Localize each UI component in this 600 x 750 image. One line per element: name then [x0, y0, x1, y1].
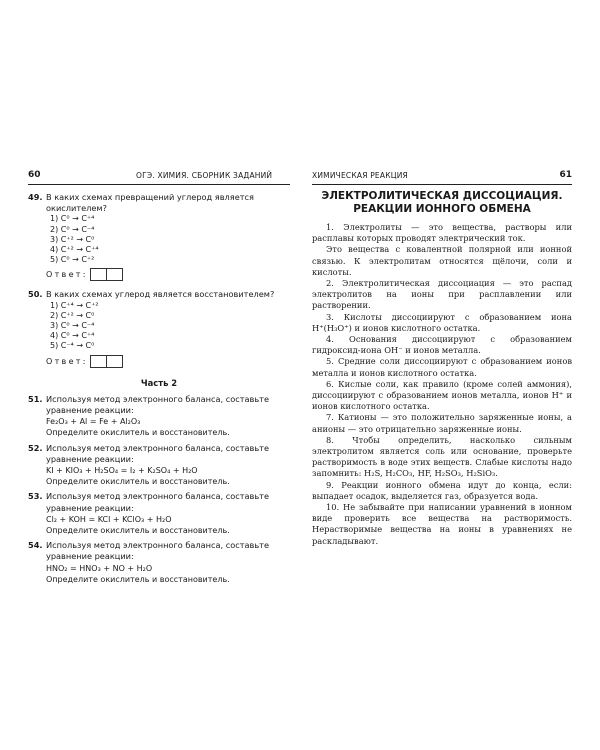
question-51: [28, 394, 290, 439]
equation: KI + KIO₃ + H₂SO₄ = I₂ + K₂SO₄ + H₂O: [46, 466, 198, 476]
option: 1) C⁺⁴ → C⁺²: [50, 300, 99, 310]
paragraph: 4. Основания диссоциируют с образованием гидроксид-иона OH⁻ и ионов металла.: [312, 334, 572, 356]
paragraph: 7. Катионы — это положительно заряженные ионы, а анионы — это отрицательно заряженные ионы.: [312, 412, 572, 434]
right-page-header: [312, 170, 572, 185]
answer-box[interactable]: [90, 355, 107, 368]
left-page-number: 60: [28, 170, 41, 180]
question-text: Используя метод электронного баланса, составьте уравнение реакции:: [46, 491, 269, 513]
paragraph: 5. Средние соли диссоциируют с образованием ионов металла и ионов кислотного остатка.: [312, 356, 572, 378]
paragraph: 2. Электролитическая диссоциация — это распад электролитов на ионы при расплавлении или растворении.: [312, 278, 572, 311]
left-page-header: [28, 170, 290, 185]
answer-box[interactable]: [106, 355, 123, 368]
option: 2) C⁺² → C⁰: [50, 310, 95, 320]
question-54: [28, 540, 290, 585]
right-page-number: 61: [559, 170, 572, 180]
question-number: 54.: [28, 540, 43, 551]
section-title-line: РЕАКЦИИ ИОННОГО ОБМЕНА: [353, 203, 531, 215]
paragraph: 3. Кислоты диссоциируют с образованием иона H⁺(H₃O⁺) и ионов кислотного остатка.: [312, 311, 572, 333]
task-text: Определите окислитель и восстановитель.: [46, 477, 230, 487]
question-text: Используя метод электронного баланса, составьте уравнение реакции:: [46, 442, 269, 464]
question-number: 51.: [28, 393, 43, 404]
question-text: В каких схемах превращений углерод является окислителем?: [46, 192, 254, 214]
paragraph: 10. Не забывайте при написании уравнений в ионном виде проверить все вещества на растворимость. Нерастворимые вещества на ионы в уравнениях не раскладывают.: [312, 502, 572, 546]
equation: Cl₂ + KOH = KCl + KClO₃ + H₂O: [46, 514, 172, 524]
paragraph: 1. Электролиты — это вещества, растворы или расплавы которых проводят электрический ток.: [312, 222, 572, 244]
option: 4) C⁰ → C⁺⁴: [50, 331, 95, 341]
option: 5) C⁻⁴ → C⁰: [50, 341, 95, 351]
option-list: [46, 301, 290, 352]
right-running-title: ХИМИЧЕСКАЯ РЕАКЦИЯ: [312, 171, 408, 180]
question-text: Используя метод электронного баланса, составьте уравнение реакции:: [46, 393, 269, 416]
left-running-title: ОГЭ. ХИМИЯ. СБОРНИК ЗАДАНИЙ: [136, 171, 273, 180]
option: 2) C⁰ → C⁻⁴: [50, 224, 95, 234]
question-52: [28, 443, 290, 488]
question-number: 52.: [28, 442, 43, 453]
option: 3) C⁺² → C⁰: [50, 234, 95, 244]
answer-row: [46, 355, 290, 368]
paragraph: 6. Кислые соли, как правило (кроме солей аммония), диссоциируют с образованием ионов металла, ионов H⁺ и ионов кислотного остатка.: [312, 378, 572, 412]
equation: HNO₂ = HNO₃ + NO + H₂O: [46, 563, 153, 573]
paragraph: 8. Чтобы определить, насколько сильным электролитом является соль или основание, проверьте растворимость в воде этих веществ. Слабые кислоты надо запомнить: H₂S, H₂CO₃, HF, H₂SO₃, H₂SiO₃.: [312, 434, 572, 479]
question-number: 49.: [28, 192, 43, 202]
option: 1) C⁰ → C⁺⁴: [50, 214, 95, 224]
section-title: [312, 190, 572, 216]
part-title: Часть 2: [140, 377, 178, 388]
task-text: Определите окислитель и восстановитель.: [46, 428, 230, 438]
paragraph: 9. Реакции ионного обмена идут до конца, если: выпадает осадок, выделяется газ, образуется вода.: [312, 479, 572, 501]
right-page-content: [312, 190, 572, 547]
answer-box[interactable]: [90, 268, 107, 281]
left-page-content: [28, 192, 290, 585]
question-number: 53.: [28, 491, 43, 502]
answer-box[interactable]: [106, 268, 123, 281]
question-49: [28, 192, 290, 281]
question-50: [28, 289, 290, 367]
equation: Fe₂O₃ + Al = Fe + Al₂O₃: [46, 417, 141, 427]
answer-label: Ответ:: [46, 356, 88, 366]
question-53: [28, 491, 290, 536]
task-text: Определите окислитель и восстановитель.: [46, 574, 230, 584]
answer-row: [46, 268, 290, 281]
section-title-line: ЭЛЕКТРОЛИТИЧЕСКАЯ ДИССОЦИАЦИЯ.: [321, 190, 563, 202]
option-list: [46, 214, 290, 265]
option: 4) C⁺² → C⁺⁴: [50, 245, 99, 255]
option: 3) C⁰ → C⁻⁴: [50, 321, 95, 331]
task-text: Определите окислитель и восстановитель.: [46, 526, 230, 536]
answer-label: Ответ:: [46, 270, 88, 280]
question-number: 50.: [28, 289, 43, 300]
question-text: В каких схемах углерод является восстановителем?: [46, 289, 275, 300]
question-text: Используя метод электронного баланса, составьте уравнение реакции:: [46, 540, 269, 562]
paragraph: Это вещества с ковалентной полярной или ионной связью. К электролитам относятся щёлочи, соли и кислоты.: [312, 244, 572, 277]
option: 5) C⁰ → C⁺²: [50, 255, 95, 265]
